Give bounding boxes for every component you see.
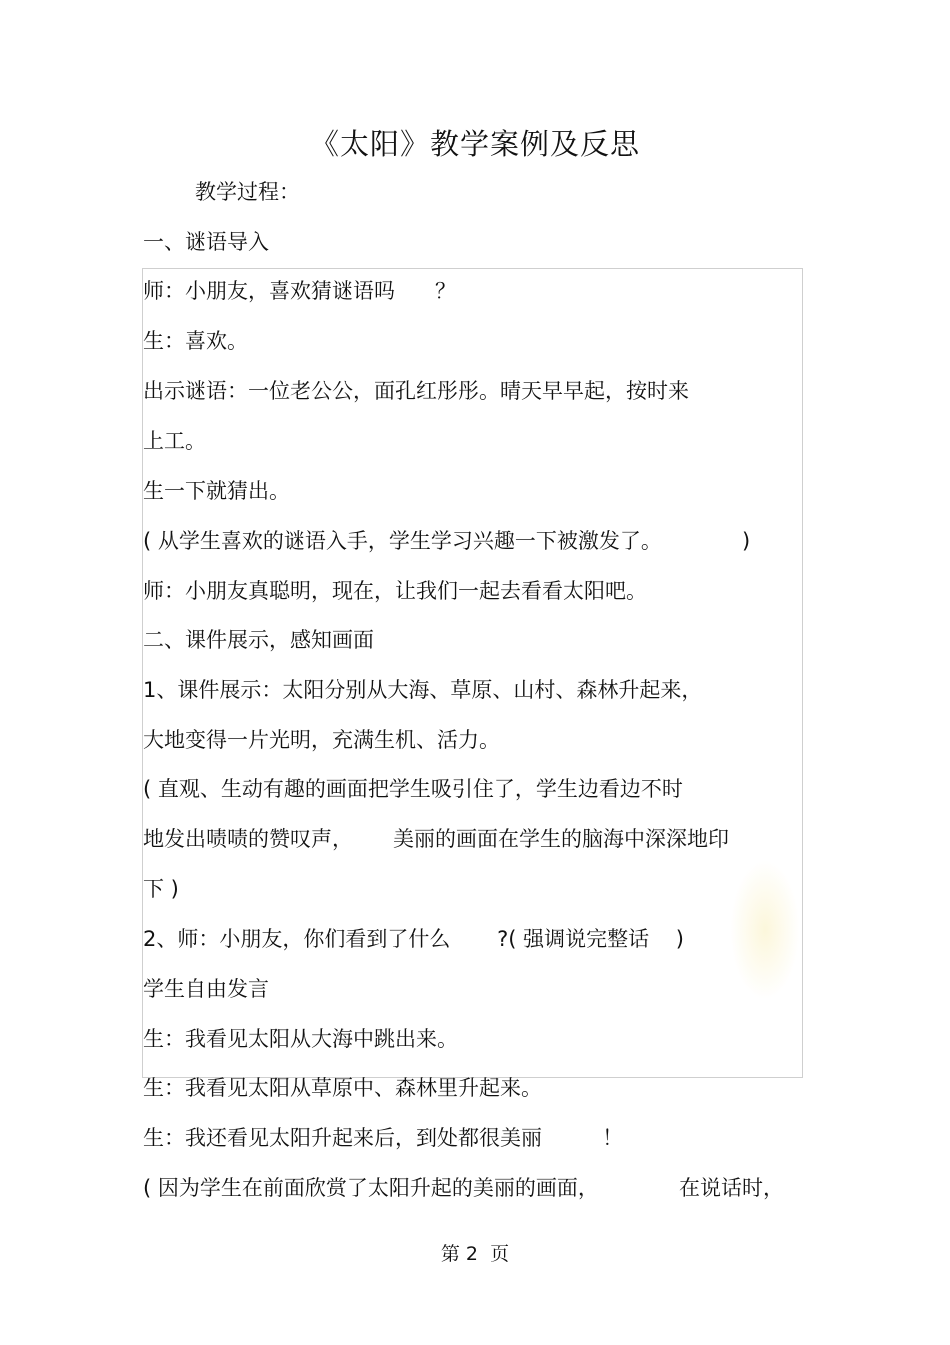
section-heading-riddle: 一、谜语导入	[143, 230, 269, 254]
paragraph-line: 下 )	[143, 877, 179, 901]
document-title: 《太阳》教学案例及反思	[309, 127, 640, 161]
paragraph-line: 大地变得一片光明，充满生机、活力。	[143, 728, 500, 752]
paragraph-line: ( 直观、生动有趣的画面把学生吸引住了，学生边看边不时	[143, 777, 683, 801]
paragraph-line: 生：我还看见太阳升起来后，到处都很美丽 ！	[143, 1126, 624, 1150]
section-heading-courseware: 二、课件展示，感知画面	[143, 628, 374, 652]
paragraph-line: 师：小朋友真聪明，现在，让我们一起去看看太阳吧。	[143, 579, 647, 603]
paragraph-line: 2、师：小朋友，你们看到了什么 ?( 强调说完整话 )	[143, 927, 684, 951]
section-heading-process: 教学过程：	[195, 180, 300, 204]
paragraph-line: ( 因为学生在前面欣赏了太阳升起的美丽的画面， 在说话时，	[143, 1176, 784, 1200]
paragraph-line: 生：我看见太阳从大海中跳出来。	[143, 1027, 458, 1051]
paragraph-line: 地发出啧啧的赞叹声， 美丽的画面在学生的脑海中深深地印	[143, 827, 730, 851]
page-number: 第 2 页	[440, 1243, 510, 1265]
paragraph-line: 生：喜欢。	[143, 329, 248, 353]
paragraph-line: 上工。	[143, 429, 206, 453]
paragraph-line: 出示谜语：一位老公公，面孔红彤彤。晴天早早起，按时来	[143, 379, 689, 403]
paragraph-line: 生：我看见太阳从草原中、森林里升起来。	[143, 1076, 542, 1100]
paragraph-line: 生一下就猜出。	[143, 479, 290, 503]
paragraph-line: ( 从学生喜欢的谜语入手，学生学习兴趣一下被激发了。 )	[143, 529, 751, 553]
paragraph-line: 1、课件展示：太阳分别从大海、草原、山村、森林升起来，	[143, 678, 703, 702]
paragraph-line: 学生自由发言	[143, 977, 269, 1001]
paragraph-line: 师：小朋友，喜欢猜谜语吗 ？	[143, 279, 457, 303]
